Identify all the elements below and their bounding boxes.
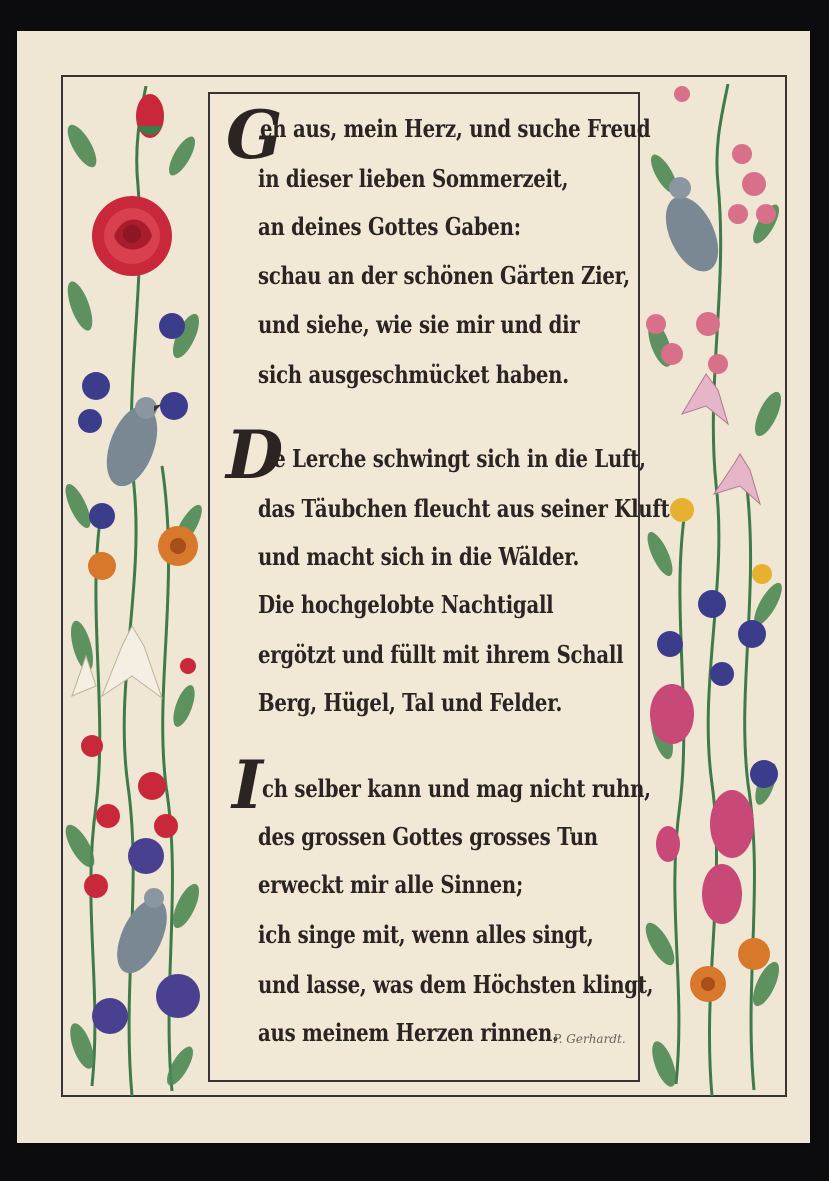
poem-line: das Täubchen fleucht aus seiner Kluft — [258, 494, 670, 523]
poem-line: ie Lerche schwingt sich in die Luft, — [266, 444, 646, 473]
yellow-flower-icon — [670, 498, 772, 584]
poem-line: ich singe mit, wenn alles singt, — [258, 920, 594, 949]
right-floral-border — [642, 84, 786, 1096]
foxglove-icon — [650, 684, 754, 924]
poem-line: erweckt mir alle Sinnen; — [258, 870, 524, 899]
marigold-icon — [88, 526, 198, 580]
rose-icon — [92, 196, 172, 276]
orchid-icon — [682, 374, 760, 504]
stanza-2 — [226, 416, 670, 722]
poem-line: Die hochgelobte Nachtigall — [258, 590, 554, 619]
bird-icon — [107, 888, 177, 981]
poem-line: des grossen Gottes grosses Tun — [258, 822, 598, 851]
poem-line: Berg, Hügel, Tal und Felder. — [258, 688, 563, 717]
poem-line: an deines Gottes Gaben: — [258, 212, 521, 241]
stanza-3 — [226, 746, 654, 1062]
poem-line: in dieser lieben Sommerzeit, — [258, 164, 569, 193]
author-signature: P. Gerhardt. — [553, 1032, 626, 1046]
poem-line: schau an der schönen Gärten Zier, — [258, 261, 630, 290]
drop-cap-initial: G — [226, 96, 283, 174]
poem-line: und siehe, wie sie mir und dir — [258, 310, 580, 339]
bird-icon — [97, 397, 167, 493]
poem-line: ch selber kann und mag nicht ruhn, — [262, 774, 651, 803]
poem-line: ergötzt und füllt mit ihrem Schall — [258, 640, 624, 669]
stanza-1 — [226, 96, 651, 400]
poem-line: aus meinem Herzen rinnen. — [258, 1018, 559, 1047]
poem-line: und lasse, was dem Höchsten klingt, — [258, 970, 654, 999]
poem-line: eh aus, mein Herz, und suche Freud — [260, 114, 651, 143]
poem-line: sich ausgeschmücket haben. — [258, 360, 569, 389]
drop-cap-initial: D — [226, 416, 284, 494]
left-floral-border — [62, 86, 204, 1096]
drop-cap-initial: I — [232, 746, 263, 824]
rose-bud-icon — [136, 94, 164, 138]
poem-line: und macht sich in die Wälder. — [258, 542, 580, 571]
